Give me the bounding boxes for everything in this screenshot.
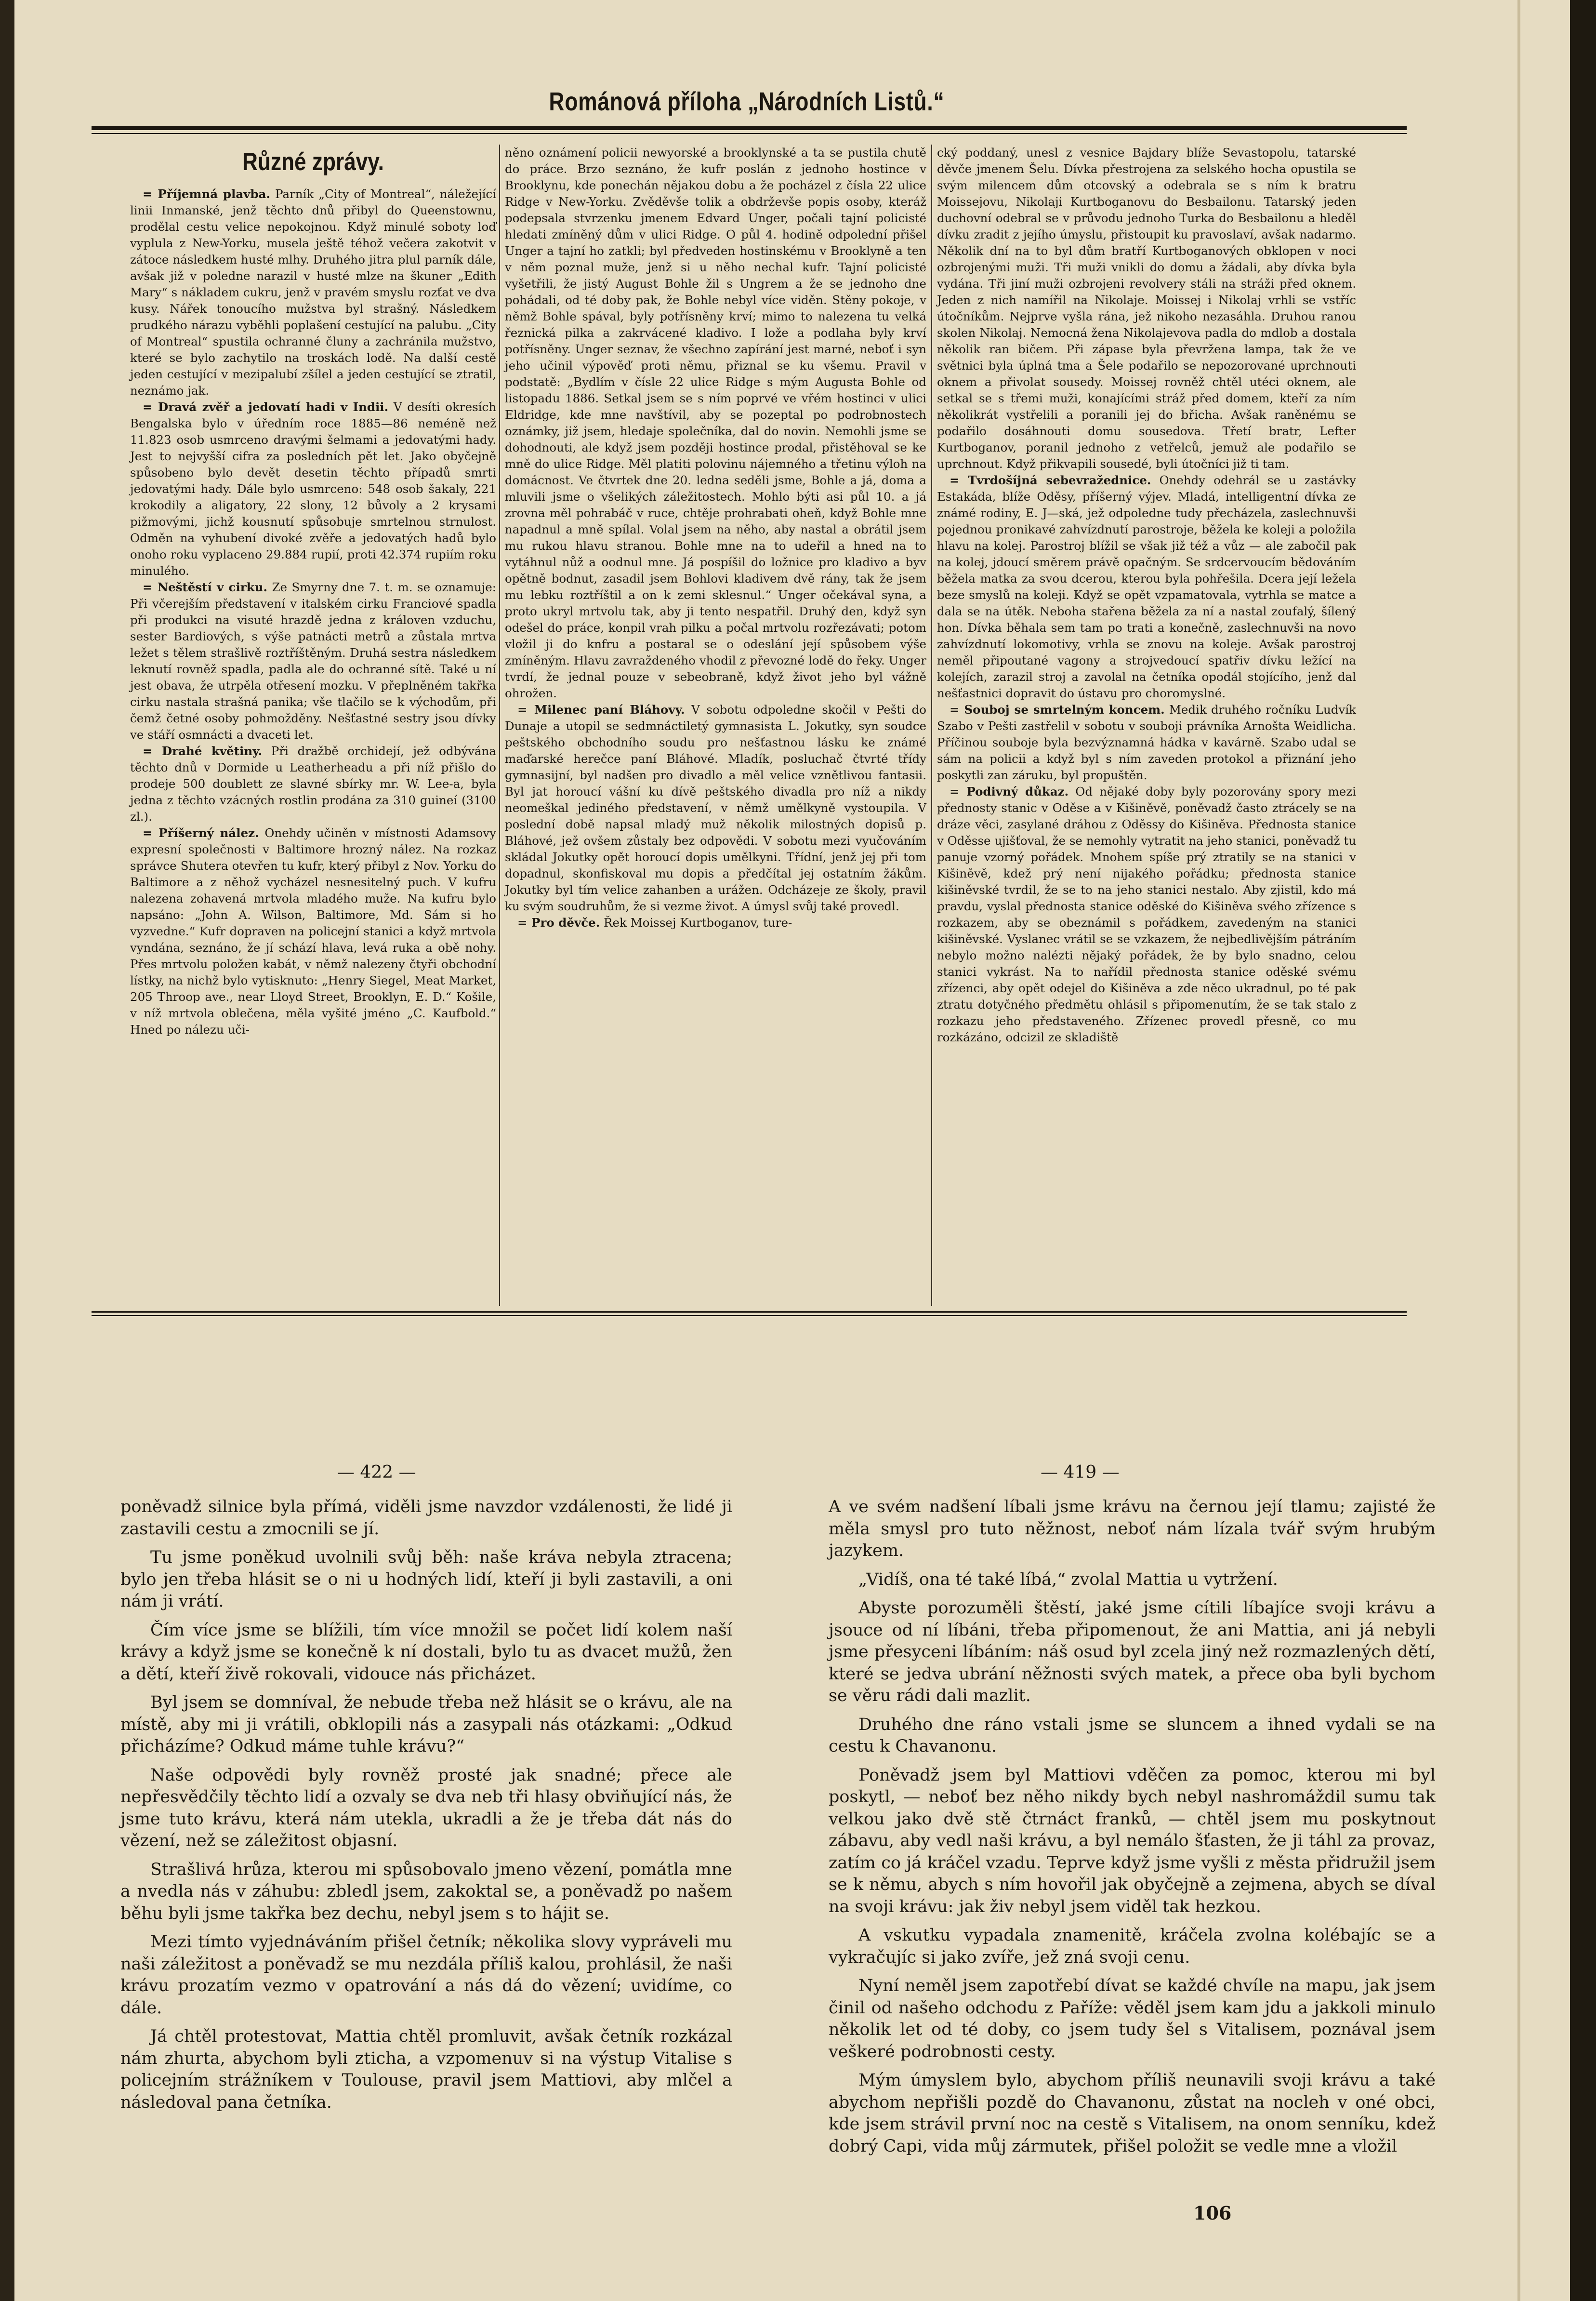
- news-item: [937, 472, 1356, 702]
- news-column-1: [130, 145, 496, 1038]
- news-item: [937, 784, 1356, 1046]
- news-column-3: [937, 145, 1356, 1046]
- news-column-2: [505, 145, 926, 931]
- novel-paragraph: Tu jsme poněkud uvolnili svůj běh: naše kráva nebyla ztracena; bylo jen třeba hlásit se o ni u hodných lidí, kteří ji byli zastavili, a oni nám ji vrátí.: [120, 1548, 732, 1611]
- scan-edge-left: [0, 0, 14, 2301]
- news-item: [130, 743, 496, 825]
- news-item-lead: = Souboj se smrtelným koncem.: [950, 703, 1165, 717]
- news-item-lead: = Drahé květiny.: [143, 744, 263, 758]
- section-heading: Různé zprávy.: [242, 148, 384, 176]
- news-item-text: cký poddaný, unesl z vesnice Bajdary blíže Sevastopolu, tatarské děvče jmenem Šelu. Dívka přestrojena za selského hocha opustila se svým milencem dům otcovský a odebrala se s ním k bratru Moissejovu, Nikolaji Kurtboganovu do Besbailonu. Tatarský jeden duchovní odebral se v průvodu jednoho Turka do Besbailonu a hleděl dívku zradit z jejího úmyslu, přistoupit ku pravoslaví, avšak nadarmo. Několik dní na to byl dům bratří Kurtboganových obklopen v noci ozbrojenými muži. Tři muži vnikli do domu a žádali, aby dívka byla vydána. Tři jiní muži ozbrojeni revolvery stáli na stráži před oknem. Jeden z nich namířil na Nikolaje. Moissej i Nikolaj vrhli se vstříc útočníkům. Nejprve vyšla rána, jež nikoho nezasáhla. Druhou ranou skolen Nikolaj. Nemocná žena Nikolajevova padla do mdlob a dostala několik ran bičem. Při zápase byla převržena lampa, tak že ve světnici byla úplná tma a Šele podařilo se nepozorované uprchnouti oknem a přivolat sousedy. Moissej rovněž chtěl utéci oknem, ale setkal se s třemi muži, konajícími stráž před domem, kteří za ním několikrát vystřelili a poranili jej do břicha. Avšak raněnému se podařilo dosáhnouti domu sousedova. Třetí bratr, Lefter Kurtboganov, poranil jednoho z vetřelců, jemuž ale podařilo se uprchnout. Když přikvapili sousedé, byli útočníci již ti tam.: [937, 146, 1356, 471]
- section-end-rule: [92, 1311, 1407, 1313]
- news-item-lead: = Milenec paní Bláhovy.: [517, 703, 685, 717]
- novel-paragraph: Poněvadž jsem byl Mattiovi vděčen za pomoc, kterou mi byl poskytl, — neboť bez něho nikdy bych nebyl nashromáždil sumu tak velkou jako dvě stě čtrnáct franků, — chtěl jsem mu poskytnout zábavu, aby vedl naši krávu, a byl nemálo šťasten, že ji táhl za provaz, zatím co já kráčel vzadu. Teprve když jsme vyšli z města přidružil jsem se k němu, abych s ním hovořil jak obyčejně a zejmena, abych se díval na svoji krávu: jak živ nebyl jsem viděl tak hezkou.: [829, 1765, 1436, 1916]
- novel-paragraph: poněvadž silnice byla přímá, viděli jsme navzdor vzdálenosti, že lidé ji zastavili cestu a zmocnili se jí.: [120, 1497, 732, 1539]
- news-item: [505, 702, 926, 915]
- novel-paragraph: Mezi tímto vyjednáváním přišel četník; několika slovy vypráveli mu naši záležitost a poněvadž se mu nezdála příliš kalou, prohlásil, že naši krávu prozatím vezmo v opatrování a nás dá do vězení; uvidíme, co dále.: [120, 1932, 732, 2018]
- news-item: [130, 825, 496, 1038]
- novel-column-left: [120, 1496, 732, 2120]
- news-item-continued: [937, 145, 1356, 472]
- news-item-text: Řek Moissej Kurtboganov, ture-: [600, 916, 792, 930]
- news-item: [505, 915, 926, 931]
- news-item-text: V desíti okresích Bengalska bylo v úředním roce 1885—86 neméně než 11.823 osob usmrceno dravými šelmami a jedovatými hady. Jest to nejvyšší cifra za posledních pět let. Jako obyčejně spůsobeno bylo devět desetin těchto případů smrti jedovatými hady. Dále bylo usmrceno: 548 osob šakaly, 221 krokodily a aligatory, 22 slony, 12 bůvoly a 2 krysami pižmovými, jichž kousnutí spůsobuje smrtelnou strnulost. Odměn na vyhubení divoké zvěře a jedovatých hadů bylo onoho roku vyplaceno 29.884 rupií, proti 42.374 rupiím roku minulého.: [130, 400, 496, 578]
- news-item-lead: = Tvrdošíjná sebevražednice.: [950, 473, 1151, 487]
- folio-right: — 419 —: [1041, 1463, 1120, 1482]
- section-end-rule-thin: [92, 1315, 1407, 1316]
- news-item: [130, 186, 496, 399]
- news-item-continued: [505, 145, 926, 702]
- novel-paragraph: Čím více jsme se blížili, tím více množil se počet lidí kolem naší krávy a když jsme se konečně k ní dostali, bylo tu as dvacet mužů, žen a dětí, kteří živě rokovali, vidouce nás přicházet.: [120, 1620, 732, 1684]
- novel-paragraph: „Vidíš, ona té také líbá,“ zvolal Mattia u vytržení.: [858, 1569, 1278, 1589]
- novel-paragraph: A vskutku vypadala znamenitě, kráčela zvolna kolébajíc se a vykračujíc si jako zvíře, jež zná svoji cenu.: [829, 1926, 1436, 1967]
- news-item-text: něno oznámení policii newyorské a brooklynské a ta se pustila chutě do práce. Brzo seznáno, že kufr poslán z jednoho hostince v Brooklynu, kde ponechán nějakou dobu a že pocházel z čísla 22 ulice Ridge v New-Yorku. Zvěděvše tolik a obdrževše popis osoby, kteráž podepsala stvrzenku jmenem Edvard Unger, počali tajní policisté hledati zmíněný dům v ulici Ridge. O půl 4. hodině odpolední přišel Unger a tajní ho zatkli; byl předveden hostinskému v Brooklyně a ten v něm poznal muže, jenž si u něho nechal kufr. Tajní policisté vyšetřili, že jistý August Bohle žil s Ungrem a že se jednoho dne pohádali, od té doby pak, že Bohle nebyl více viděn. Stěny pokoje, v němž Bohle spával, byly potřísněny krví; mimo to nalezena tu velká řeznická pilka a zakrvácené kladivo. I lože a podlaha byly krví potřísněny. Unger seznav, že všechno zapírání jest marné, neboť i syn jeho učinil výpověď proti němu, přiznal se ku všemu. Pravil v podstatě: „Bydlím v čísle 22 ulice Ridge s mým Augusta Bohle od listopadu 1886. Setkal jsem se s ním poprvé ve vřém hostinci v ulici Eldridge, kde mne navštívil, aby se pozeptal po podrobnostech oznámky, již jsem, hledaje společníka, dal do novin. Nemohli jsme se dohodnouti, ale když jsem později hostince prodal, přistěhoval se ke mně do ulice Ridge. Měl platiti polovinu nájemného a třetinu výloh na domácnost. Ve čtvrtek dne 20. ledna seděli jsme, Bohle a já, doma a mluvili jsme o všelikých záležitostech. Mohlo býti asi půl 10. a já zrovna měl pohrabáč v ruce, chtěje prohrabati oheň, když Bohle mne napadnul a mně spílal. Volal jsem na něho, aby nastal a obrátil jsem mu rukou hlavu stranou. Bohle mne na to udeřil a hned na to vytáhnul nůž a oodnul mne. Já pospíšil do ložnice pro kladivo a byv opětně bodnut, zasadil jsem Bohlovi kladivem dvě rány, tak že jsem mu lebku roztříštil a on k zemi sklesnul.“ Unger očekával syna, a proto ukryl mrtvolu tak, aby ji tento nespatřil. Druhý den, když syn odešel do práce, konpil vrah pilku a počal mrtvolu rozřezávati; potom vložil ji do knfru a postaral se o odeslání její spůsobem výše zmíněným. Hlavu zavraždeného vhodil z převozné lodě do řeky. Unger tvrdí, že jednal pouze v sebeobraně, když život jeho byl vážně ohrožen.: [505, 146, 926, 700]
- novel-paragraph: Naše odpovědi byly rovněž prosté jak snadné; přece ale nepřesvědčily těchto lidí a ozvaly se dva neb tři hlasy obviňující nás, že jsme tuto krávu, která nám utekla, ukradli a že je třeba dát nás do vězení, než se záležitost objasní.: [120, 1765, 732, 1850]
- novel-paragraph: Já chtěl protestovat, Mattia chtěl promluvit, avšak četník rozkázal nám zhurta, abychom byli zticha, a vzpomenuv si na výstup Vitalise s policejním strážníkem v Toulouse, pravil jsem Mattiovi, aby mlčel a následoval pana četníka.: [120, 2027, 732, 2112]
- news-item-text: Onehdy učiněn v místnosti Adamsovy expresní společnosti v Baltimore hrozný nález. Na rozkaz správce Shutera otevřen tu kufr, který přibyl z Nov. Yorku do Baltimore a z něhož vycházel nesnesitelný puch. V kufru nalezena zohavená mrtvola mladého muže. Na kufru bylo napsáno: „John A. Wilson, Baltimore, Md. Sám si ho vyzvedne.“ Kufr dopraven na policejní stanici a když mrtvola vyndána, seznáno, že jí schází hlava, levá ruka a obě nohy. Přes mrtvolu položen kabát, v němž nalezeny čtyři obchodní lístky, na nichž bylo vytisknuto: „Henry Siegel, Meat Market, 205 Throop ave., near Lloyd Street, Brooklyn, E. D.“ Košile, v níž mrtvola oblečena, měla vyšité jméno „C. Kaufbold.“ Hned po nálezu uči-: [130, 826, 496, 1037]
- novel-paragraph: Abyste porozuměli štěstí, jaké jsme cítili líbajíce svoji krávu a jsouce od ní líbáni, třeba připomenout, že ani Mattia, ani já nebyli jsme přesyceni líbáním: náš osud byl zcela jiný než rozmazlených dětí, které se jedva ubrání něžnosti svých matek, a přece oba byli bychom se věru rádi dali mazlit.: [829, 1598, 1436, 1705]
- header-rule: [92, 126, 1407, 130]
- news-item-text: Medik druhého ročníku Ludvík Szabo v Pešti zastřelil v sobotu v souboji právníka Arnošta Weidlicha. Příčinou souboje byla bezvýznamná hádka v kavárně. Szabo udal se sám na policii a když byl s ním zaveden protokol a přiznání jeho poskytli zan záruku, byl propuštěn.: [937, 703, 1356, 782]
- column-divider: [499, 145, 500, 1306]
- news-item-text: Ze Smyrny dne 7. t. m. se oznamuje: Při včerejším představení v italském cirku Franciové spadla při produkci na visuté hrazdě jedna z královen vzduchu, sester Bardiových, s výše patnácti metrů a zůstala mrtva ležet s tělem strašlivě roztříštěným. Druhá sestra následkem leknutí rovněž spadla, padla ale do ochranné sítě. Také u ní jest obava, že utrpěla otřesení mozku. V přeplněném takřka cirku nastala strašná panika; vše tlačilo se k východům, při čemž četné osoby pohmožděny. Nešťastné sestry jsou dívky ve stáří osmnácti a dvaceti let.: [130, 580, 496, 742]
- novel-column-right: [829, 1496, 1436, 2164]
- scan-edge-strip: [1517, 0, 1520, 2301]
- novel-paragraph: Byl jsem se domníval, že nebude třeba než hlásit se o krávu, ale na místě, aby mi ji vrátili, obklopili nás a zasypali nás otázkami: „Odkud přicházíme? Odkud máme tuhle krávu?“: [120, 1693, 732, 1756]
- scan-edge-right: [1570, 0, 1596, 2301]
- news-item: [937, 702, 1356, 784]
- novel-paragraph: Druhého dne ráno vstali jsme se sluncem a ihned vydali se na cestu k Chavanonu.: [829, 1715, 1436, 1756]
- folio-left: — 422 —: [337, 1463, 416, 1482]
- column-divider: [931, 145, 932, 1306]
- news-item-text: Od nějaké doby byly pozorovány spory mezi přednosty stanic v Oděse a v Kišiněvě, poněvadž často ztrácely se na dráze věci, zasylané dráhou z Oděssy do Kišiněva. Přednosta stanice v Oděsse ujišťoval, že se nemohly vytratit na jeho stanici, poněvadž tu panuje vzorný pořádek. Mnohem spíše prý ztratily se na stanici v Kišiněvě, kdež prý není nijakého pořádku; přednosta stanice kišiněvské tvrdil, že se to na jeho stanici nestalo. Aby zjistil, kdo má pravdu, vyslal přednosta stanice oděské do Kišiněva svého zřízence s rozkazem, aby se obeznámil s pořádkem, zavedeným na stanici kišiněvské. Vyslanec vrátil se se vzkazem, že nejbedlivějším pátráním nebylo možno nalézti nějaký pořádek, že by bylo snadno, celou stanici vykrást. Na to nařídil přednosta stanice oděské svému zřízenci, aby opět odejel do Kišiněva a zde něco ukradnul, po té pak ztratu dotyčného předmětu ohlásil s připomenutím, že se tak stalo z rozkazu jeho představeného. Zřízenec provedl přesně, co mu rozkázáno, odcizil ze skladiště: [937, 785, 1356, 1044]
- news-item-lead: = Podivný důkaz.: [950, 785, 1069, 798]
- news-item-lead: = Neštěstí v cirku.: [143, 580, 267, 594]
- page-header-title: Románová příloha „Národních Listů.“: [549, 87, 945, 116]
- news-item-text: Při dražbě orchidejí, jež odbývána těchto dnů v Dormide u Leatherheadu a při níž přišlo do prodeje 500 doublett ze slavné sbírky mr. W. Lee-a, byla jedna z těchto vzácných rostlin prodána za 310 guineí (3100 zl.).: [130, 744, 496, 824]
- news-item: [130, 579, 496, 743]
- novel-paragraph: Mým úmyslem bylo, abychom příliš neunavili svoji krávu a také abychom nepřišli pozdě do Chavanonu, zůstat na nocleh v oné obci, kde jsem strávil první noc na cestě s Vitalisem, na onom senníku, kdež dobrý Capi, vida můj zármutek, přišel položit se vedle mne a vložil: [829, 2071, 1436, 2156]
- news-item: [130, 399, 496, 579]
- novel-paragraph: A ve svém nadšení líbali jsme krávu na černou její tlamu; zajisté že měla smysl pro tuto něžnost, neboť nám lízala tvář svým hrubým jazykem.: [829, 1497, 1436, 1560]
- news-item-text: Onehdy odehrál se u zastávky Estakáda, blíže Oděsy, příšerný výjev. Mladá, intelligentní dívka ze známé rodiny, E. J—ská, jež odpoledne tudy přecházela, zaslechnuvši pojednou pronikavé zahvízdnutí parostroje, běžela ke koleji a položila hlavu na kolej. Parostroj blížil se však již též a vůz — ale zabočil pak na kolej, jdoucí směrem právě opačným. Se srdcervoucím bědováním běžela matka za svou dcerou, kterou byla pohřešila. Dcera její ležela beze smyslů na koleji. Když se opět vzpamatovala, vytrhla se matce a dala se na útěk. Neboha stařena běžela za ní a nastal zoufalý, šílený hon. Dívka běhala sem tam po trati a konečně, zaslechnuvši na novo zahvízdnutí lokomotivy, vrhla se znovu na koleje. Avšak parostroj neměl připoutané vagony a strojvedoucí spatřiv dívku ležící na kolejích, zarazil stroj a zavolal na četníka opodál stojícího, jenž dal nešťastnici dopravit do ústavu pro choromyslné.: [937, 473, 1356, 700]
- news-item-text: V sobotu odpoledne skočil v Pešti do Dunaje a utopil se sedmnáctiletý gymnasista L. Jokutky, syn soudce peštského obchodního soudu pro nešťastnou lásku ke známé maďarské herečce paní Bláhové. Mladík, posluchač čtvrté třídy gymnasijní, byl nadšen pro divadlo a měl velice vznětlivou fantasii. Byl jat horoucí vášní ku dívě peštského divadla pro níž a nikdy neomeškal jediného představení, v němž umělkyně vystoupila. V poslední době napsal mladý muž několik milostných dopisů p. Bláhové, jež ovšem zůstaly bez odpovědi. V sobotu mezi vyučováním skládal Jokutky opět horoucí dopis umělkyni. Třídní, jenž jej při tom dopadnul, skonfiskoval mu dopis a předčítal jej ostatním žákům. Jokutky byl tím velice zahanben a urážen. Odcházeje ze školy, pravil ku svým soudruhům, že si vezme život. A úmysl svůj také provedl.: [505, 703, 926, 913]
- novel-paragraph: Nyní neměl jsem zapotřebí dívat se každé chvíle na mapu, jak jsem činil od našeho odchodu z Paříže: věděl jsem kam jdu a jakkoli minulo několik let od té doby, co jsem tudy šel s Vitalisem, poznával jsem veškeré podrobnosti cesty.: [829, 1976, 1436, 2062]
- news-item-lead: = Pro děvče.: [517, 916, 600, 930]
- novel-paragraph: Strašlivá hrůza, kterou mi spůsobovalo jmeno vězení, pomátla mne a nvedla nás v záhubu: zbledl jsem, zakoktal se, a poněvadž po našem běhu byli jsme takřka bez dechu, nebyl jsem s to hájit se.: [120, 1860, 732, 1923]
- header-rule-thin: [92, 133, 1407, 134]
- page-number: 106: [1193, 2202, 1232, 2224]
- news-item-text: Parník „City of Montreal“, náležející linii Inmanské, jenž těchto dnů přibyl do Queenstownu, prodělal cestu velice nepokojnou. Když minulé soboty loď vyplula z New-Yorku, musela ještě téhož večera zakotvit v zátoce následkem husté mlhy. Druhého jitra plul parník dále, avšak již v poledne narazil v husté mlze na škuner „Edith Mary“ s nákladem cukru, jenž v pravém smyslu rozťat ve dva kusy. Nářek tonoucího mužstva byl strašný. Následkem prudkého nárazu vyběhli poplašení cestující na palubu. „City of Montreal“ spustila ochranné čluny a zachránila mužstvo, které se bylo zachytilo na troskách lodě. Na další cestě jeden cestující v mezipalubí zšílel a jeden cestující se ztratil, neznámo jak.: [130, 187, 496, 398]
- news-item-lead: = Příjemná plavba.: [143, 187, 270, 201]
- news-item-lead: = Příšerný nález.: [143, 826, 259, 840]
- news-item-lead: = Dravá zvěř a jedovatí hadi v Indii.: [143, 400, 389, 414]
